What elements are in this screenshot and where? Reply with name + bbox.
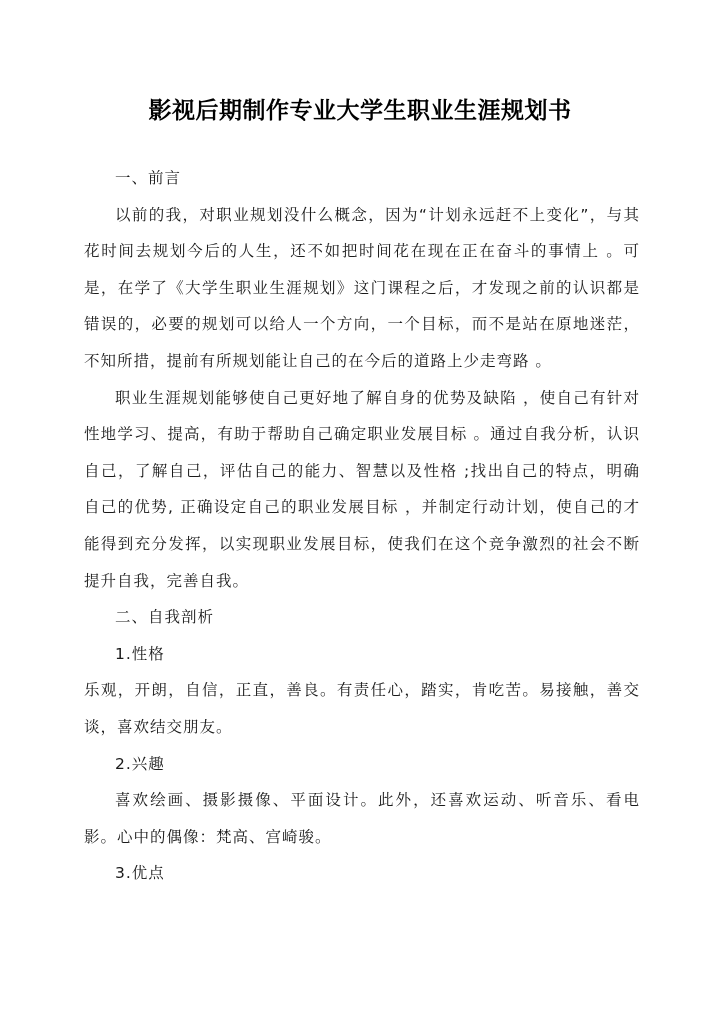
preface-paragraph-1: 以前的我，对职业规划没什么概念，因为“计划永远赶不上变化”，与其花时间去规划今后的人生，还不如把时间花在现在正在奋斗的事情上 。可是，在学了《大学生职业生涯规划》这门课程之后，才发现之前的认识都是错误的，必要的规划可以给人一个方向，一个目标，而不是站在原地迷茫，不知所措，提前有所规划能让自己的在今后的道路上少走弯路 。 <box>84 205 640 370</box>
personality-heading: 1.性格 <box>115 644 165 663</box>
preface-paragraph-2: 职业生涯规划能够使自己更好地了解自身的优势及缺陷 ，使自己有针对性地学习、提高，有助于帮助自己确定职业发展目标 。通过自我分析，认识自己，了解自己，评估自己的能力、智慧以及性格 ;找出自己的特点，明确自己的优势, 正确设定自己的职业发展目标 ，并制定行动计划，使自己的才能得到充分发挥，以实现职业发展目标，使我们在这个竞争激烈的社会不断提升自我，完善自我。 <box>84 388 640 590</box>
strengths-heading: 3.优点 <box>115 864 165 883</box>
interests-paragraph: 喜欢绘画、摄影摄像、平面设计。此外，还喜欢运动、听音乐、看电影。心中的偶像：梵高、宫崎骏。 <box>84 791 640 846</box>
preface-heading: 一、前言 <box>115 169 182 187</box>
document-body <box>84 160 640 892</box>
self-analysis-heading: 二、自我剖析 <box>115 608 215 627</box>
interests-heading: 2.兴趣 <box>115 754 165 773</box>
personality-paragraph: 乐观，开朗，自信，正直，善良。有责任心，踏实，肯吃苦。易接触，善交谈，喜欢结交朋友。 <box>84 681 640 736</box>
document-title: 影视后期制作专业大学生职业生涯规划书 <box>148 98 572 124</box>
